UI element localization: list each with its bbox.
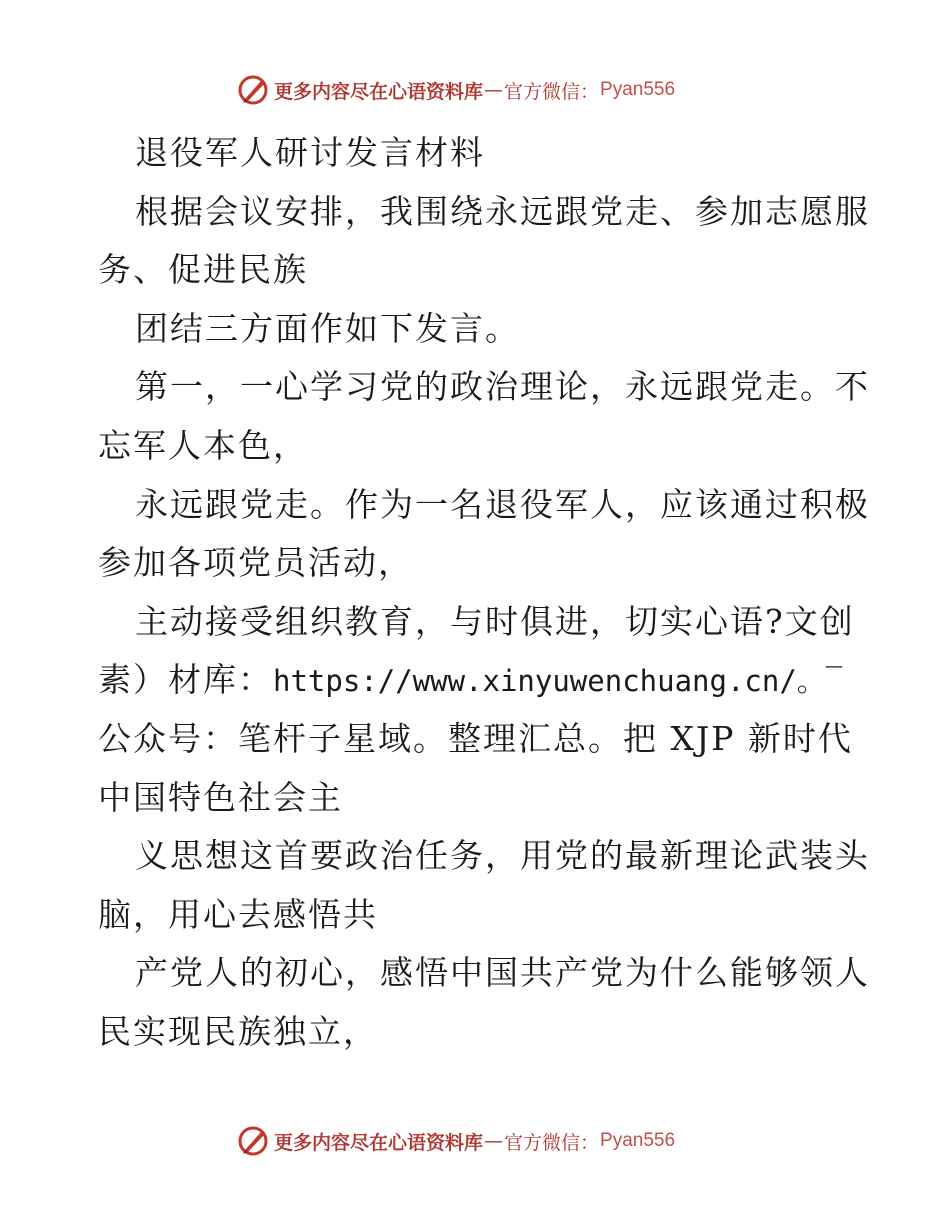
paragraph-line: 中国特色社会主 [98,777,343,817]
banner-separator: — [484,1130,504,1152]
pen-logo-icon [236,73,270,107]
paragraph-line: 公众号：笔杆子星域。整理汇总。把 XJP 新时代 [98,718,853,758]
document-title: 退役军人研讨发言材料 [135,133,485,172]
source-label: 素）材库： [98,660,273,700]
paragraph-line-url [98,651,858,710]
pen-logo-icon [236,1124,270,1158]
paragraph-line: 永远跟党走。作为一名退役军人，应该通过积极 [135,484,870,524]
paragraph-line: 第一，一心学习党的政治理论，永远跟党走。不 [135,367,870,407]
banner-wechat-id: Pyan556 [600,1130,676,1151]
paragraph-line: 脑，用心去感悟共 [98,894,378,934]
banner-wechat-id: Pyan556 [600,79,676,100]
paragraph-line: 产党人的初心，感悟中国共产党为什么能够领人 [135,953,870,993]
document-body [98,124,870,1062]
paragraph-line: 义思想这首要政治任务，用党的最新理论武装头 [135,836,870,876]
source-url-link[interactable]: https://www.xinyuwenchuang.cn/。 [273,664,826,699]
banner-main-text: 更多内容尽在心语资料库 [274,1131,484,1154]
paragraph-line: 主动接受组织教育，与时俱进，切实心语?文创 [135,601,855,641]
paragraph-line: 参加各项党员活动， [98,543,413,583]
banner-main-text: 更多内容尽在心语资料库 [274,80,484,103]
footer-banner [236,1124,675,1158]
banner-separator: — [484,79,504,101]
paragraph-line: 忘军人本色， [98,425,308,465]
paragraph-line: 根据会议安排，我围绕永远跟党走、参加志愿服 [135,191,870,231]
banner-wechat-label: 官方微信： [504,1131,600,1154]
header-banner [236,73,675,107]
paragraph-line: 团结三方面作如下发言。 [135,308,520,348]
paragraph-line: 民实现民族独立， [98,1011,378,1051]
paragraph-line: 务、促进民族 [98,250,308,290]
overline-mark: ‾ [825,660,845,700]
banner-wechat-label: 官方微信： [504,80,600,103]
